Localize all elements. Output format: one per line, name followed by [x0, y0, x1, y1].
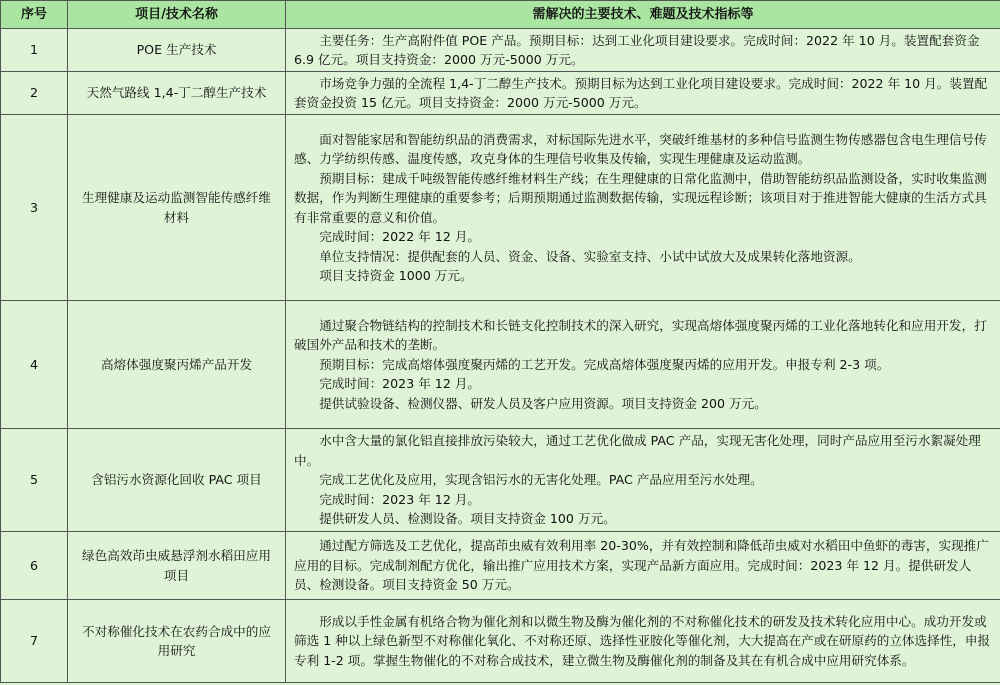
- description-paragraph: 市场竞争力强的全流程 1,4-丁二醇生产技术。预期目标为达到工业化项目建设要求。完成时间：2022 年 10 月。装置配套资金投资 15 亿元。项目支持资金：2000 万元-5000 万元。: [294, 75, 988, 110]
- row-description: [286, 29, 1000, 72]
- row-seq: 6: [1, 532, 68, 600]
- description-paragraph: 预期目标：建成千吨级智能传感纤维材料生产线；在生理健康的日常化监测中，借助智能纺织品监测设备，实时收集监测数据，作为判断生理健康的重要参考；后期预期通过监测数据传输，实现远程诊断；该项目对于推进智能大健康的生活方式具有非常重要的意义和价值。: [294, 170, 987, 225]
- table-header-row: [1, 1, 1000, 29]
- description-paragraph: 完成时间：2022 年 12 月。: [319, 229, 481, 244]
- row-project-name: 含铝污水资源化回收 PAC 项目: [68, 429, 286, 532]
- description-paragraph: 提供研发人员、检测设备。项目支持资金 100 万元。: [319, 511, 616, 527]
- table-row: [1, 115, 1000, 301]
- row-seq: 2: [1, 72, 68, 115]
- description-paragraph: 完成工艺优化及应用，实现含铝污水的无害化处理。PAC 产品应用至污水处理。: [319, 472, 763, 488]
- description-paragraph: 通过配方筛选及工艺优化，提高茚虫威有效利用率 20-30%，并有效控制和降低茚虫威对水稻田中鱼虾的毒害，实现推广应用的目标。完成制剂配方优化，输出推广应用技术方案，实现产品新方面应用。完成时间：2023 年 12 月。提供研发人员、检测设备。项目支持资金 50 万元。: [294, 538, 989, 593]
- header-seq: 序号: [1, 1, 68, 29]
- row-project-name: 绿色高效茚虫威悬浮剂水稻田应用项目: [68, 532, 286, 600]
- description-paragraph: 提供试验设备、检测仪器、研发人员及客户应用资源。项目支持资金 200 万元。: [319, 395, 767, 411]
- row-description: [286, 301, 1000, 429]
- row-seq: 4: [1, 301, 68, 429]
- description-paragraph: 完成时间：2023 年 12 月。: [319, 376, 481, 392]
- table-row: [1, 600, 1000, 683]
- table-row: [1, 301, 1000, 429]
- description-paragraph: 项目支持资金 1000 万元。: [319, 268, 473, 283]
- row-project-name: POE 生产技术: [68, 29, 286, 72]
- row-project-name: 天然气路线 1,4-丁二醇生产技术: [68, 72, 286, 115]
- description-paragraph: 单位支持情况：提供配套的人员、资金、设备、实验室支持、小试中试放大及成果转化落地资源。: [319, 248, 861, 264]
- row-description: [286, 115, 1000, 301]
- table-row: [1, 532, 1000, 600]
- row-description: [286, 72, 1000, 115]
- description-paragraph: 形成以手性金属有机络合物为催化剂和以微生物及酶为催化剂的不对称催化技术的研发及技术转化应用中心。成功开发或筛选 1 种以上绿色新型不对称催化氧化、不对称还原、选择性亚胺化等催化剂，大大提高在产或在研原药的立体选择性，申报专利 1-2 项。掌握生物催化的不对称合成技术，建立微生物及酶催化剂的制备及其在有机合成中应用研究体系。: [294, 613, 991, 668]
- row-description: [286, 600, 1000, 683]
- row-seq: 1: [1, 29, 68, 72]
- row-project-name: 不对称催化技术在农药合成中的应用研究: [68, 600, 286, 683]
- row-seq: 5: [1, 429, 68, 532]
- row-project-name: 高熔体强度聚丙烯产品开发: [68, 301, 286, 429]
- row-description: [286, 429, 1000, 532]
- description-paragraph: 主要任务：生产高附件值 POE 产品。预期目标：达到工业化项目建设要求。完成时间：2022 年 10 月。装置配套资金 6.9 亿元。项目支持资金：2000 万元-5000 万元。: [294, 32, 980, 67]
- description-paragraph: 完成时间：2023 年 12 月。: [319, 491, 481, 507]
- row-seq: 3: [1, 115, 68, 301]
- description-paragraph: 面对智能家居和智能纺织品的消费需求，对标国际先进水平，突破纤维基材的多种信号监测生物传感器包含电生理信号传感、力学纺织传感、温度传感，攻克身体的生理信号收集及传输，实现生理健康及运动监测。: [294, 131, 987, 166]
- header-project-name: 项目/技术名称: [68, 1, 286, 29]
- row-project-name: 生理健康及运动监测智能传感纤维材料: [68, 115, 286, 301]
- table-row: [1, 29, 1000, 72]
- table-row: [1, 429, 1000, 532]
- row-description: [286, 532, 1000, 600]
- description-paragraph: 水中含大量的氯化铝直接排放污染较大，通过工艺优化做成 PAC 产品，实现无害化处理，同时产品应用至污水絮凝处理中。: [294, 433, 981, 468]
- description-paragraph: 预期目标：完成高熔体强度聚丙烯的工艺开发。完成高熔体强度聚丙烯的应用开发。申报专利 2-3 项。: [319, 356, 890, 372]
- row-seq: 7: [1, 600, 68, 683]
- table-row: [1, 72, 1000, 115]
- description-paragraph: 通过聚合物链结构的控制技术和长链支化控制技术的深入研究，实现高熔体强度聚丙烯的工业化落地转化和应用开发，打破国外产品和技术的垄断。: [294, 317, 987, 353]
- header-description: 需解决的主要技术、难题及技术指标等: [286, 1, 1000, 29]
